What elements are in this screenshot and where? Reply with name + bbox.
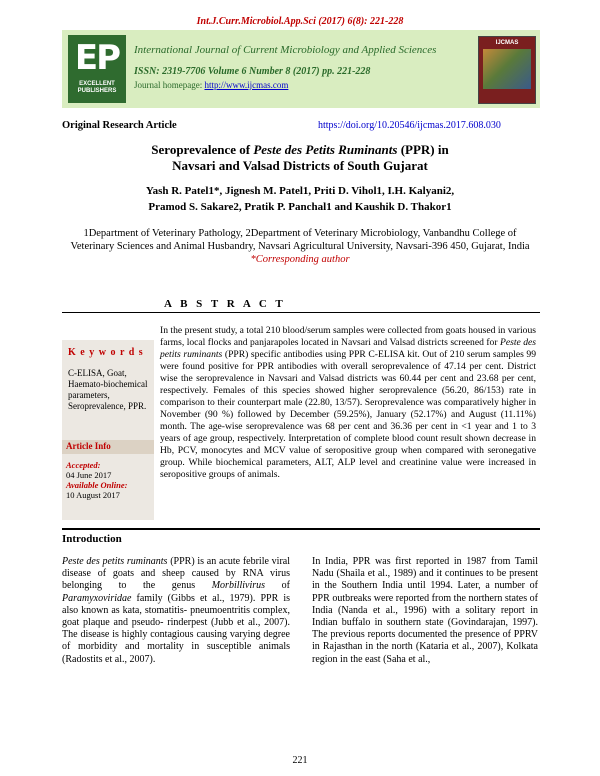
issn-line: ISSN: 2319-7706 Volume 6 Number 8 (2017) pp. 221-228 <box>134 66 371 77</box>
logo-subtext: EXCELLENT PUBLISHERS <box>77 81 117 94</box>
intro-left-column <box>62 556 290 666</box>
journal-title: International Journal of Current Microbiology and Applied Sciences <box>134 44 437 56</box>
doi-link[interactable]: https://doi.org/10.20546/ijcmas.2017.608.030 <box>318 120 501 131</box>
intro-left-2: of <box>265 580 290 592</box>
available-date: 10 August 2017 <box>66 490 120 500</box>
article-title <box>70 142 530 174</box>
authors-line-1: Yash R. Patel1*, Jignesh M. Patel1, Priti D. Vihol1, I.H. Kalyani2, <box>145 185 455 197</box>
intro-italic-2: Morbillivirus <box>211 580 266 592</box>
accepted-date: 04 June 2017 <box>66 470 112 480</box>
authors-line-2: Pramod S. Sakare2, Pratik P. Panchal1 and Kaushik D. Thakor1 <box>148 201 452 213</box>
abstract-heading: A B S T R A C T <box>164 298 286 310</box>
intro-italic-3: Paramyxoviridae <box>62 592 132 604</box>
available-label: Available Online: <box>66 480 128 490</box>
cover-artwork <box>483 49 531 89</box>
abstract-text <box>160 325 536 481</box>
author-list <box>70 183 530 215</box>
affiliation-text: 1Department of Veterinary Pathology, 2Department of Veterinary Microbiology, Vanbandhu College of Veterinary Sciences and Animal Husbandry, Navsari Agricultural University, Navsari-396 450, Gujarat, India <box>70 228 530 252</box>
article-dates <box>66 460 127 500</box>
title-post: (PPR) in <box>397 142 449 157</box>
logo-letters: EP <box>74 38 120 78</box>
title-line2: Navsari and Valsad Districts of South Gujarat <box>172 158 428 173</box>
journal-reference: Int.J.Curr.Microbiol.App.Sci (2017) 6(8): 221-228 <box>196 16 404 27</box>
intro-left-1: (PPR) is an acute febrile viral disease of goats and sheep caused by RNA virus belonging to the genus <box>62 556 290 592</box>
homepage-link[interactable]: http://www.ijcmas.com <box>204 80 289 90</box>
cover-title: IJCMAS <box>495 40 519 46</box>
keywords-heading: K e y w o r d s <box>68 347 144 358</box>
intro-italic-1: Peste des petits ruminants <box>62 556 168 567</box>
intro-left-3: family (Gibbs et al., 1979). PPR is also known as kata, stomatitis- pneumoentritis complex, goat plaque and pseudo- rinderpest (Jubb et al., 2007). The disease is highly contagious causing varying degree of morbidity and mortality in susceptible animals (Radostits et al., 2007). <box>62 592 290 665</box>
journal-cover-image <box>478 36 536 104</box>
abstract-divider <box>62 312 540 313</box>
title-italic: Peste des Petits Ruminants <box>253 142 398 157</box>
intro-right-column: In India, PPR was first reported in 1987 from Tamil Nadu (Shaila et al., 1989) and it continues to be present in the Southern India until 1994. Later, a number of PPR outbreaks were reported from the northern states of India (Nanda et al., 1996) with a solitary report in Indian buffalo in southern state (Govindarajan, 1997). The previous reports documented the presence of PPRV in Rajasthan in the north (Kataria et al., 2007), Kolkata region in the east (Saha et al., <box>312 556 538 665</box>
introduction-heading: Introduction <box>62 533 122 545</box>
publisher-logo <box>68 35 126 103</box>
abstract-part-1: In the present study, a total 210 blood/serum samples were collected from goats housed in various farms, local flocks and panjarapoles located in Navsari and Valsad districts screened for <box>160 325 536 348</box>
title-pre: Seroprevalence of <box>151 142 254 157</box>
keywords-list: C-ELISA, Goat, Haemato-biochemical parameters, Seroprevalence, PPR. <box>68 368 148 411</box>
abstract-part-2: (PPR) specific antibodies using PPR C-ELISA kit. Out of 210 serum samples 99 were found positive for PPR antibodies with overall seroprevalence of 47.14 per cent. District wise the seroprevalence in Navsari and Valsad districts was 60.44 per cent and 23.68 per cent, respectively. Females of this species showed higher seroprevalence (56.20, 86/153) rate in comparison to their counterpart male (22.80, 13/57). Seroprevalence was comparatively higher in November (90 %) followed by December (59.25%), January (52.17%) and August (11.11%) month. The age-wise seroprevalence was 68 per cent and 36.36 per cent in <1 year and 1 to 3 years of age group, respectively. Interpretation of complete blood count result shown decrease in Hb, PCV, monocytes and MCV value of seropositive group when compared with seronegative group. While biochemical parameters, ALT, ALP level and creatinine value were increased in seropositive groups of animals. <box>160 349 536 480</box>
accepted-label: Accepted: <box>66 460 101 470</box>
article-type: Original Research Article <box>62 120 177 131</box>
article-info-label: Article Info <box>66 441 111 451</box>
journal-homepage <box>134 80 288 90</box>
abstract-italic: Peste des petits ruminants <box>160 337 536 360</box>
affiliation <box>70 227 530 266</box>
page-number: 221 <box>292 755 308 766</box>
homepage-label: Journal homepage: <box>134 80 205 90</box>
corresponding-author: *Corresponding author <box>250 254 350 265</box>
intro-divider <box>62 528 540 530</box>
